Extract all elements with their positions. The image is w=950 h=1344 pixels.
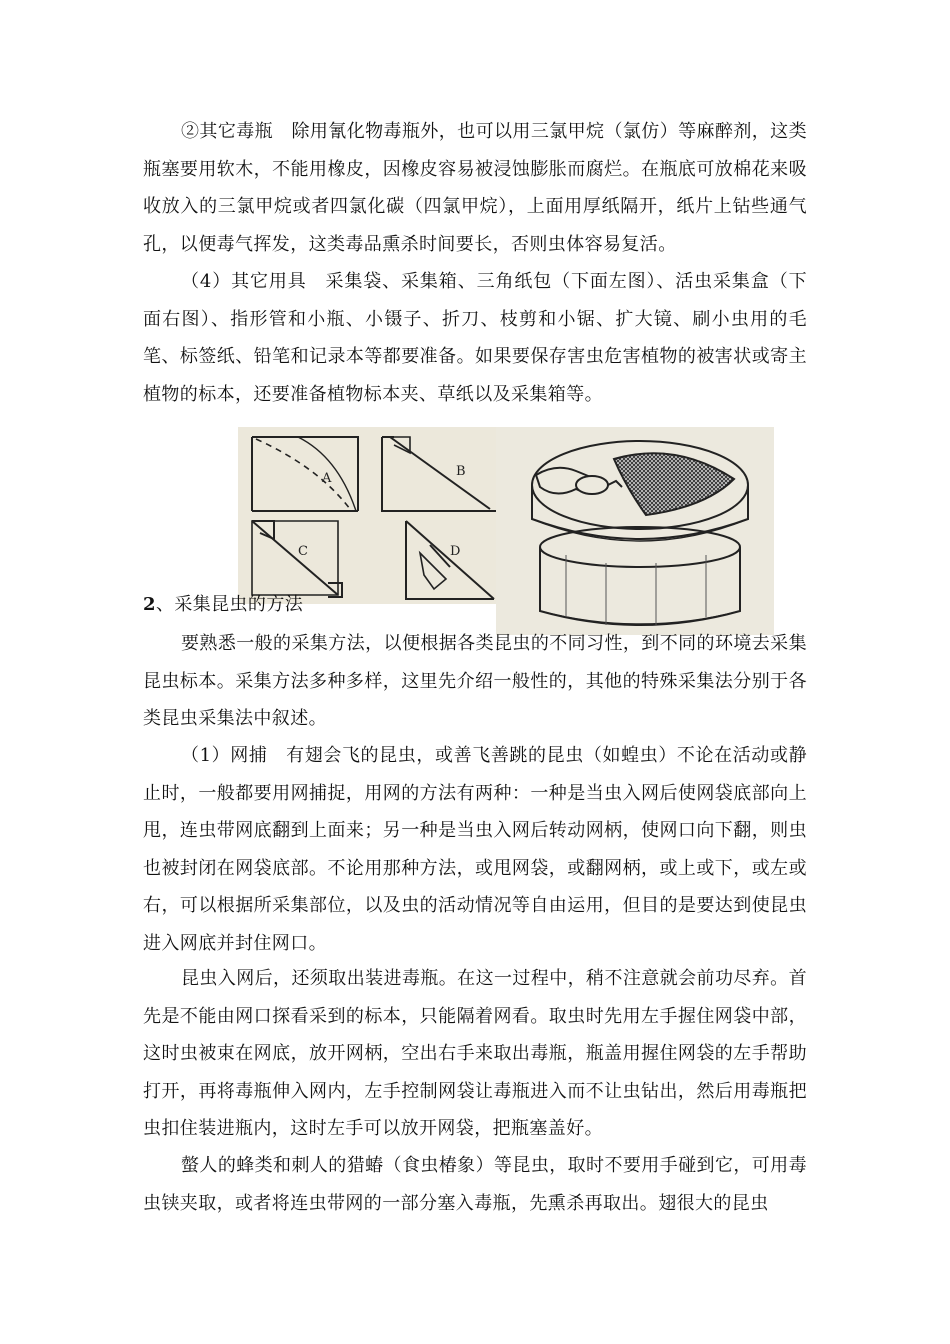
paragraph-stinging-insects: 螫人的蜂类和刺人的猎蝽（食虫椿象）等昆虫，取时不要用手碰到它，可用毒虫铗夹取，或者将连虫带网的一部分塞入毒瓶，先熏杀再取出。翅很大的昆虫 <box>143 1155 807 1214</box>
paragraph-other-tools: （4）其它用具 采集袋、采集箱、三角纸包（下面左图）、活虫采集盒（下面右图）、指形管和小瓶、小镊子、折刀、枝剪和小锯、扩大镜、刷小虫用的毛笔、标签纸、铅笔和记录本等都要准备。如果要保存害虫危害植物的被害状或寄主植物的标本，还要准备植物标本夹、草纸以及采集箱等。 <box>143 271 807 405</box>
label-c: C <box>298 544 308 559</box>
label-b: B <box>456 464 466 479</box>
paragraph-other-poison-bottles: ②其它毒瓶 除用氰化物毒瓶外，也可以用三氯甲烷（氯仿）等麻醉剂，这类瓶塞要用软木，不能用橡皮，因橡皮容易被浸蚀膨胀而腐烂。在瓶底可放棉花来吸收放入的三氯甲烷或者四氯化碳（四氯甲烷），上面用厚纸隔开，纸片上钻些通气孔，以便毒气挥发，这类毒品熏杀时间要长，否则虫体容易复活。 <box>143 121 807 255</box>
label-a: A <box>322 471 332 486</box>
label-d: D <box>450 544 461 559</box>
live-insect-box-figure <box>496 427 774 635</box>
triangle-paper-folding-figure <box>238 427 496 604</box>
heading-text: 、采集昆虫的方法 <box>155 594 304 615</box>
paragraph-net-catching: （1）网捕 有翅会飞的昆虫，或善飞善跳的昆虫（如蝗虫）不论在活动或静止时，一般都要用网捕捉，用网的方法有两种：一种是当虫入网后使网袋底部向上甩，连虫带网底翻到上面来；另一种是当虫入网后转动网柄，使网口向下翻，则虫也被封闭在网袋底部。不论用那种方法，或甩网袋，或翻网柄，或上或下，或左或右，可以根据所采集部位，以及虫的活动情况等自由运用，但目的是要达到使昆虫进入网底并封住网口。 <box>143 745 807 954</box>
paragraph-removing-insect: 昆虫入网后，还须取出装进毒瓶。在这一过程中，稍不注意就会前功尽弃。首先是不能由网口探看采到的标本，只能隔着网看。取虫时先用左手握住网袋中部，这时虫被束在网底，放开网柄，空出右手来取出毒瓶，瓶盖用握住网袋的左手帮助打开，再将毒瓶伸入网内，左手控制网袋让毒瓶进入而不让虫钻出，然后用毒瓶把虫扣住装进瓶内，这时左手可以放开网袋，把瓶塞盖好。 <box>143 968 807 1139</box>
heading-number: 2 <box>143 594 156 615</box>
paragraph-collecting-intro: 要熟悉一般的采集方法，以便根据各类昆虫的不同习性，到不同的环境去采集昆虫标本。采集方法多种多样，这里先介绍一般性的，其他的特殊采集法分别于各类昆虫采集法中叙述。 <box>143 633 807 729</box>
triangle-paper-folding-icon <box>238 427 496 604</box>
live-insect-collecting-box-icon <box>496 427 774 635</box>
section-heading <box>143 590 303 620</box>
